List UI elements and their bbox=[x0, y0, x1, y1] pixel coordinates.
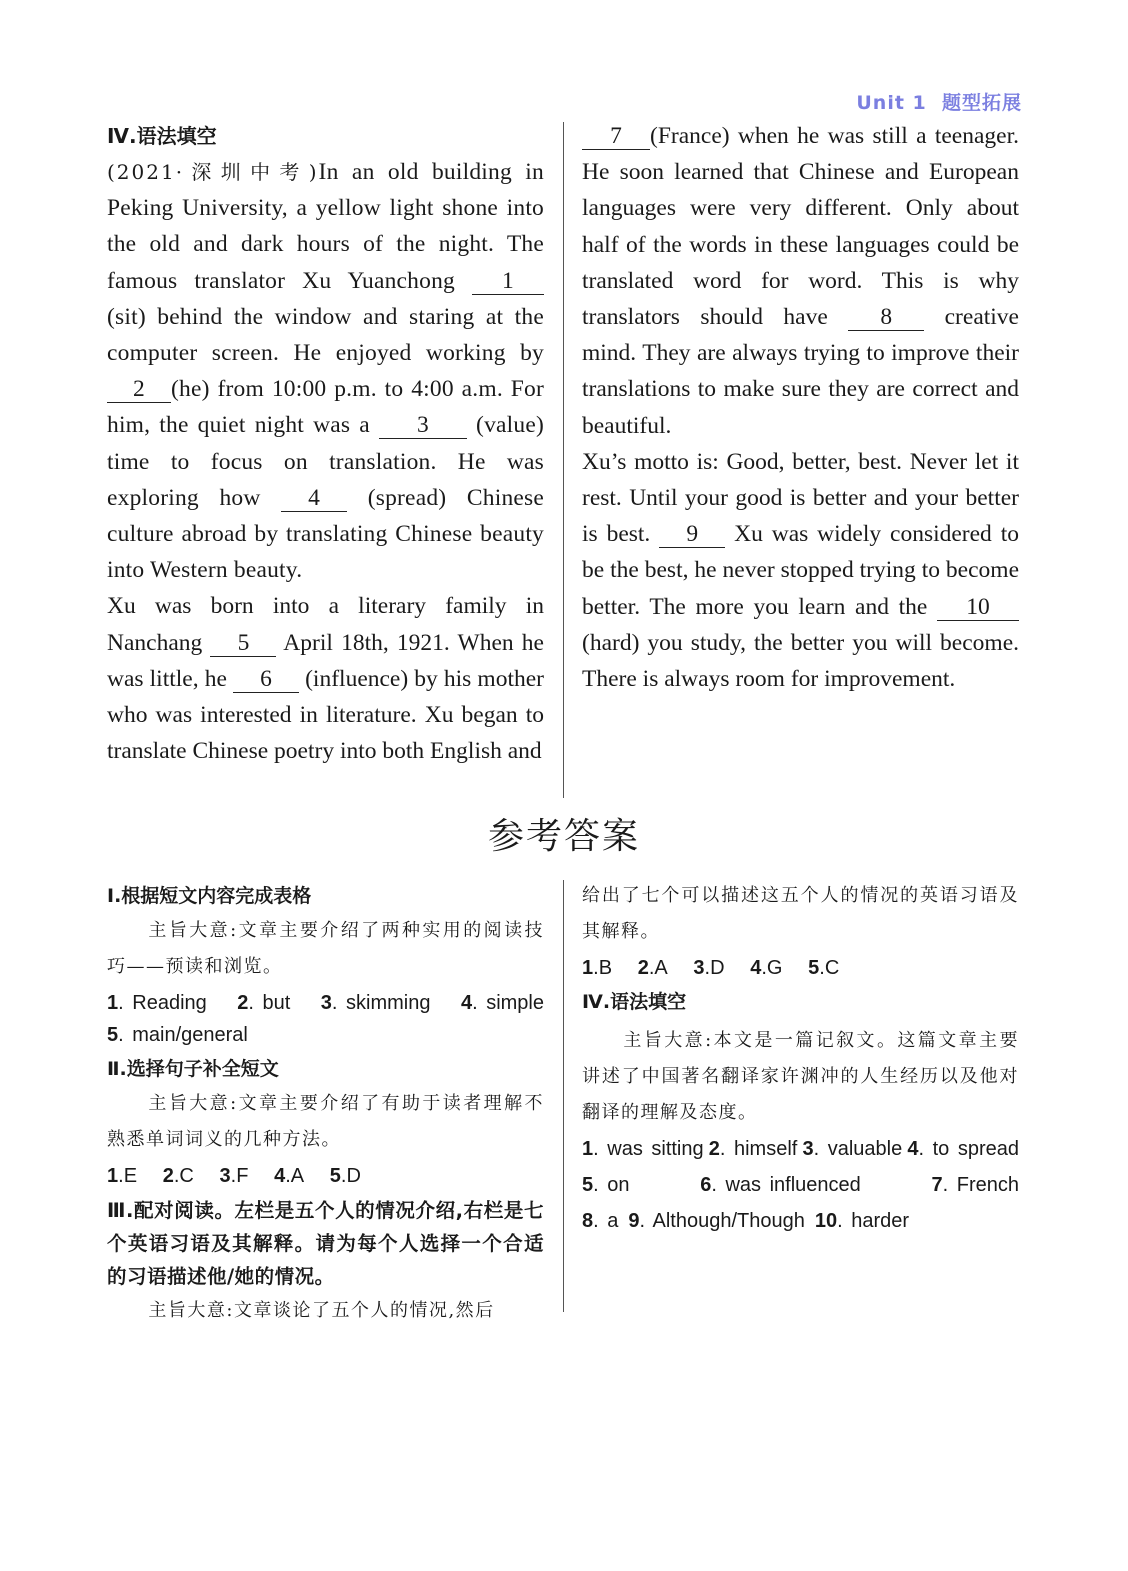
answer-item: 5. main/general bbox=[107, 1024, 248, 1046]
answer-section-1-gist: 主旨大意:文章主要介绍了两种实用的阅读技巧——预读和浏览。 bbox=[107, 920, 544, 977]
answer-item: 10. harder bbox=[814, 1210, 910, 1232]
answer-section-2-gist: 主旨大意:文章主要介绍了有助于读者理解不熟悉单词词义的几种方法。 bbox=[107, 1093, 544, 1150]
answer-item: 2. himself bbox=[708, 1138, 798, 1160]
exercise-paragraph-2a: Xu was born into a literary family in Nanchang 5 April 18th, 1921. When he was little, he 6 (influence) by his mother who was interested in literature. Xu began to translate Chinese poetry into both English and bbox=[107, 593, 544, 765]
answer-section-3-items bbox=[582, 950, 1019, 986]
answer-item: 9. Although/Though bbox=[628, 1210, 805, 1232]
exercise-title: Ⅳ.语法填空 bbox=[107, 124, 217, 148]
answer-key-title: 参考答案 bbox=[487, 816, 640, 857]
answers-right-column bbox=[582, 878, 1019, 1239]
answer-item: 3. skimming bbox=[320, 992, 431, 1014]
answer-item: 5.D bbox=[329, 1165, 361, 1187]
answers-left-column bbox=[107, 880, 544, 1329]
answer-section-3-gist-part-1: 主旨大意:文章谈论了五个人的情况,然后 bbox=[148, 1300, 495, 1321]
answer-item: 3. valuable bbox=[802, 1138, 903, 1160]
answer-section-2-items bbox=[107, 1158, 544, 1194]
answer-item: 2. but bbox=[237, 992, 291, 1014]
answer-item: 1. Reading bbox=[107, 992, 207, 1014]
page-header bbox=[856, 88, 1022, 115]
answer-item: 1.E bbox=[107, 1165, 138, 1187]
blank-4: 4 bbox=[281, 485, 347, 512]
answer-item: 2.C bbox=[162, 1165, 194, 1187]
blank-10: 10 bbox=[937, 594, 1019, 621]
exercise-paragraph-2-continues: (influence) by his mother who was interested in literature. Xu began to translate Chinese poetry into both English and bbox=[107, 665, 544, 765]
exercise-paragraph-1: (2021·深圳中考)In an old building in Peking University, a yellow light shone into the old and dark hours of the night. The famous translator Xu Yuanchong 1 (sit) behind the window and staring at the computer screen. He enjoyed working by 2 (he) from 10:00 p.m. to 4:00 a.m. For him, the quiet night was a 3 (value) time to focus on translation. He was exploring how 4 (spread) Chinese culture abroad by translating Chinese beauty into Western beauty. bbox=[107, 159, 544, 584]
answer-item: 4.A bbox=[274, 1165, 305, 1187]
answer-section-2-title: Ⅱ.选择句子补全短文 bbox=[107, 1058, 279, 1080]
header-subtitle: 题型拓展 bbox=[941, 92, 1022, 114]
answer-section-1-title: Ⅰ.根据短文内容完成表格 bbox=[107, 885, 312, 907]
answer-item: 4. to spread bbox=[907, 1138, 1019, 1160]
exercise-paragraph-2b: 7 (France) when he was still a teenager. He soon learned that Chinese and European languages were very different. Only about half of the words in these languages could be translated word for word. This is why translators should have 8 creative mind. They are always trying to improve their translations to make sure they are correct and beautiful. bbox=[582, 123, 1019, 439]
blank-8: 8 bbox=[848, 304, 924, 331]
answer-item: 1.B bbox=[582, 957, 613, 979]
answer-section-1-items bbox=[107, 985, 544, 1053]
answer-item: 1. was sitting bbox=[582, 1138, 704, 1160]
answer-section-3-title: Ⅲ.配对阅读。左栏是五个人的情况介绍,右栏是七个英语习语及其解释。请为每个人选择一个合适的习语描述他/她的情况。 bbox=[107, 1199, 544, 1288]
answer-item: 2.A bbox=[637, 957, 668, 979]
answer-item: 4.G bbox=[750, 957, 783, 979]
blank-9: 9 bbox=[659, 521, 725, 548]
exercise-source: (2021·深圳中考) bbox=[107, 160, 319, 184]
column-divider-top bbox=[563, 122, 564, 798]
answer-item: 5. on bbox=[582, 1174, 630, 1196]
column-divider-bottom bbox=[563, 880, 564, 1312]
blank-7: 7 bbox=[582, 123, 650, 150]
answer-section-3-gist-part-2: 给出了七个可以描述这五个人的情况的英语习语及其解释。 bbox=[582, 885, 1019, 942]
blank-5: 5 bbox=[210, 630, 276, 657]
answer-item: 7. French bbox=[931, 1174, 1019, 1196]
blank-6: 6 bbox=[233, 666, 299, 693]
answer-item: 5.C bbox=[808, 957, 840, 979]
answer-item: 3.D bbox=[693, 957, 725, 979]
blank-2: 2 bbox=[107, 376, 171, 403]
exercise-left-column bbox=[107, 118, 544, 769]
header-unit: Unit 1 bbox=[856, 92, 927, 114]
blank-3: 3 bbox=[379, 412, 467, 439]
exercise-paragraph-3: Xu’s motto is: Good, better, best. Never let it rest. Until your good is better and your better is best. 9 Xu was widely considered to be the best, he never stopped trying to become better. The more you learn and the 10(hard) you study, the better you will become. There is always room for improvement. bbox=[582, 448, 1019, 693]
answer-item: 4. simple bbox=[460, 992, 544, 1014]
answer-section-4-gist: 主旨大意:本文是一篇记叙文。这篇文章主要讲述了中国著名翻译家许渊冲的人生经历以及他对翻译的理解及态度。 bbox=[582, 1030, 1019, 1123]
answer-item: 8. a bbox=[582, 1210, 619, 1232]
answer-item: 6. was influenced bbox=[700, 1174, 861, 1196]
answer-section-4-items bbox=[582, 1131, 1019, 1239]
answer-section-4-title: Ⅳ.语法填空 bbox=[582, 991, 687, 1013]
answer-item: 3.F bbox=[219, 1165, 249, 1187]
exercise-right-column bbox=[582, 118, 1019, 697]
blank-1: 1 bbox=[472, 268, 544, 295]
